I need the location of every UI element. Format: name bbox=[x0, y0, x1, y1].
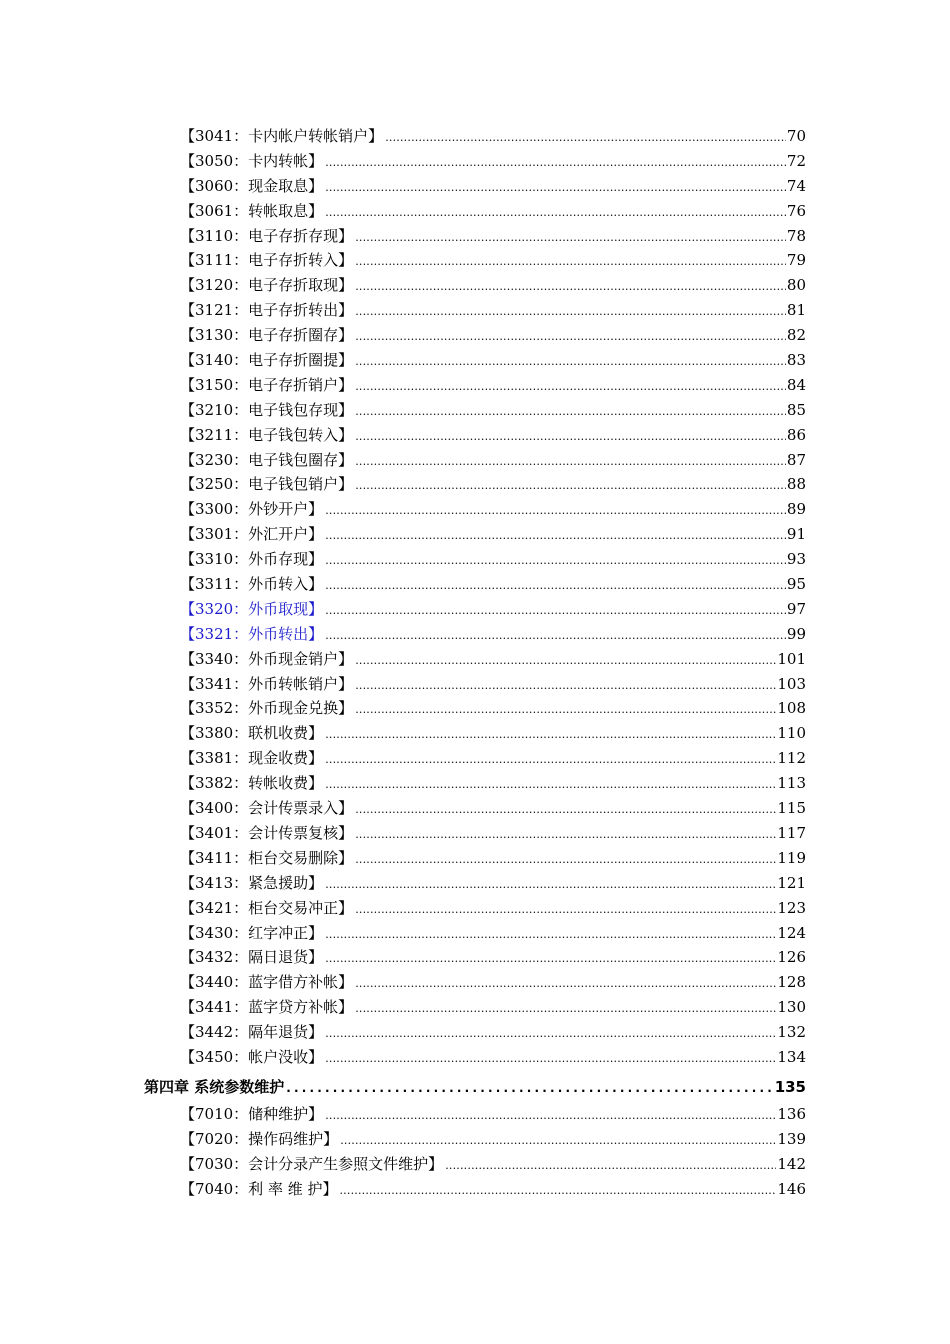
toc-page-number: 80 bbox=[786, 276, 806, 295]
toc-entry-title: 【3441：蓝字贷方补帐】 bbox=[180, 998, 354, 1017]
toc-chapter-heading[interactable] bbox=[144, 1072, 806, 1102]
toc-page-number: 83 bbox=[786, 351, 806, 370]
toc-entry[interactable] bbox=[180, 224, 806, 249]
toc-entry-title: 【3050：卡内转帐】 bbox=[180, 151, 324, 170]
toc-entry[interactable] bbox=[180, 796, 806, 821]
dot-leader bbox=[325, 748, 776, 773]
toc-entry-title: 【3321：外币转出】 bbox=[180, 624, 324, 643]
dot-leader bbox=[325, 1022, 776, 1047]
toc-entry[interactable] bbox=[180, 970, 806, 995]
toc-page-number: 146 bbox=[777, 1179, 806, 1198]
toc-page-number: 132 bbox=[777, 1023, 806, 1042]
toc-page-number: 78 bbox=[786, 226, 806, 245]
toc-page-number: 110 bbox=[777, 724, 806, 743]
toc-entry-title: 【3311：外币转入】 bbox=[180, 575, 324, 594]
toc-page-number: 124 bbox=[777, 923, 806, 942]
dot-leader bbox=[355, 823, 776, 848]
toc-page-number: 88 bbox=[786, 475, 806, 494]
dot-leader bbox=[340, 1129, 776, 1154]
toc-entry-title: 【3400：会计传票录入】 bbox=[180, 799, 354, 818]
toc-page-number: 97 bbox=[786, 599, 806, 618]
dot-leader bbox=[355, 450, 786, 475]
toc-page-number: 89 bbox=[786, 500, 806, 519]
toc-entry[interactable] bbox=[180, 896, 806, 921]
dot-leader bbox=[286, 1073, 772, 1103]
toc-entry-title: 【7040：利 率 维 护】 bbox=[180, 1179, 338, 1198]
toc-entry-title: 【3121：电子存折转出】 bbox=[180, 301, 354, 320]
toc-page-number: 74 bbox=[786, 176, 806, 195]
dot-leader bbox=[355, 375, 786, 400]
toc-entry-title: 【3432：隔日退货】 bbox=[180, 948, 324, 967]
toc-entry[interactable] bbox=[180, 945, 806, 970]
toc-entry-title: 【3230：电子钱包圈存】 bbox=[180, 450, 354, 469]
toc-entry[interactable] bbox=[180, 921, 806, 946]
toc-page-number: 86 bbox=[786, 425, 806, 444]
toc-entry[interactable] bbox=[180, 746, 806, 771]
toc-entry[interactable] bbox=[180, 1177, 806, 1202]
toc-entry[interactable] bbox=[180, 647, 806, 672]
toc-entry[interactable] bbox=[180, 472, 806, 497]
toc-page-number: 70 bbox=[786, 127, 806, 145]
toc-entry-title: 【3401：会计传票复核】 bbox=[180, 823, 354, 842]
dot-leader bbox=[325, 1104, 776, 1129]
toc-entry-title: 【3300：外钞开户】 bbox=[180, 500, 324, 519]
toc-entry-title: 【3381：现金收费】 bbox=[180, 749, 324, 768]
toc-entry[interactable] bbox=[180, 298, 806, 323]
toc-page-number: 101 bbox=[777, 649, 806, 668]
toc-entry[interactable] bbox=[180, 1127, 806, 1152]
toc-entry-title: 【3211：电子钱包转入】 bbox=[180, 425, 354, 444]
toc-page-number: 136 bbox=[777, 1104, 806, 1123]
toc-page-number: 108 bbox=[777, 699, 806, 718]
toc-entry[interactable] bbox=[180, 995, 806, 1020]
toc-section-list bbox=[0, 124, 950, 1070]
toc-entry[interactable] bbox=[180, 1152, 806, 1177]
toc-page-number: 79 bbox=[786, 251, 806, 270]
dot-leader bbox=[355, 250, 786, 275]
dot-leader bbox=[325, 873, 776, 898]
dot-leader bbox=[385, 126, 786, 151]
toc-page-number: 91 bbox=[786, 525, 806, 544]
toc-entry[interactable] bbox=[180, 572, 806, 597]
dot-leader bbox=[325, 599, 786, 624]
chapter-page-number: 135 bbox=[774, 1077, 806, 1096]
dot-leader bbox=[355, 474, 786, 499]
dot-leader bbox=[325, 723, 776, 748]
toc-entry[interactable] bbox=[180, 622, 806, 647]
toc-page-number: 117 bbox=[777, 823, 806, 842]
toc-entry[interactable] bbox=[180, 149, 806, 174]
toc-entry-title: 【3340：外币现金销户】 bbox=[180, 649, 354, 668]
dot-leader bbox=[325, 201, 786, 226]
toc-entry[interactable] bbox=[180, 672, 806, 697]
toc-entry[interactable] bbox=[180, 846, 806, 871]
toc-entry-title: 【3150：电子存折销户】 bbox=[180, 375, 354, 394]
toc-entry[interactable] bbox=[180, 597, 806, 622]
toc-entry-title: 【3382：转帐收费】 bbox=[180, 774, 324, 793]
toc-page-number: 130 bbox=[777, 998, 806, 1017]
toc-entry-title: 【3111：电子存折转入】 bbox=[180, 251, 354, 270]
toc-page-number: 121 bbox=[777, 873, 806, 892]
toc-page-number: 87 bbox=[786, 450, 806, 469]
toc-entry-title: 【3421：柜台交易冲正】 bbox=[180, 898, 354, 917]
toc-entry-title: 【3041：卡内帐户转帐销户】 bbox=[180, 127, 384, 145]
toc-entry-title: 【3210：电子钱包存现】 bbox=[180, 400, 354, 419]
toc-entry-title: 【3450：帐户没收】 bbox=[180, 1047, 324, 1066]
toc-page-number: 142 bbox=[777, 1154, 806, 1173]
toc-page-number: 113 bbox=[777, 774, 806, 793]
dot-leader bbox=[355, 798, 776, 823]
toc-entry[interactable] bbox=[180, 547, 806, 572]
dot-leader bbox=[355, 325, 786, 350]
dot-leader bbox=[325, 624, 786, 649]
toc-entry-title: 【3352：外币现金兑换】 bbox=[180, 699, 354, 718]
toc-page-number: 93 bbox=[786, 550, 806, 569]
toc-entry-title: 【3411：柜台交易删除】 bbox=[180, 848, 354, 867]
toc-entry-title: 【3320：外币取现】 bbox=[180, 599, 324, 618]
dot-leader bbox=[355, 674, 776, 699]
toc-entry-title: 【3140：电子存折圈提】 bbox=[180, 351, 354, 370]
dot-leader bbox=[325, 1047, 776, 1072]
toc-entry-title: 【3442：隔年退货】 bbox=[180, 1023, 324, 1042]
toc-entry-title: 【3301：外汇开户】 bbox=[180, 525, 324, 544]
dot-leader bbox=[339, 1179, 776, 1204]
toc-entry[interactable] bbox=[180, 448, 806, 473]
toc-page-number: 139 bbox=[777, 1129, 806, 1148]
toc-page-number: 128 bbox=[777, 973, 806, 992]
toc-page-number: 123 bbox=[777, 898, 806, 917]
toc-page-number: 115 bbox=[777, 799, 806, 818]
toc-entry[interactable] bbox=[180, 248, 806, 273]
dot-leader bbox=[325, 574, 786, 599]
toc-entry-title: 【3440：蓝字借方补帐】 bbox=[180, 973, 354, 992]
dot-leader bbox=[355, 275, 786, 300]
dot-leader bbox=[325, 923, 776, 948]
toc-entry-title: 【3120：电子存折取现】 bbox=[180, 276, 354, 295]
toc-entry[interactable] bbox=[180, 124, 806, 149]
toc-entry[interactable] bbox=[180, 696, 806, 721]
dot-leader bbox=[445, 1154, 776, 1179]
toc-entry[interactable] bbox=[180, 1045, 806, 1070]
toc-page-number: 134 bbox=[777, 1047, 806, 1066]
dot-leader bbox=[325, 773, 776, 798]
toc-page-number: 95 bbox=[786, 575, 806, 594]
toc-entry-title: 【3060：现金取息】 bbox=[180, 176, 324, 195]
toc-entry[interactable] bbox=[180, 423, 806, 448]
toc-entry[interactable] bbox=[180, 497, 806, 522]
dot-leader bbox=[355, 698, 776, 723]
dot-leader bbox=[355, 997, 776, 1022]
dot-leader bbox=[355, 350, 786, 375]
toc-entry[interactable] bbox=[180, 871, 806, 896]
toc-entry[interactable] bbox=[180, 273, 806, 298]
dot-leader bbox=[325, 151, 786, 176]
toc-page-number: 82 bbox=[786, 326, 806, 345]
toc-entry[interactable] bbox=[180, 398, 806, 423]
toc-page-number: 84 bbox=[786, 375, 806, 394]
toc-page-number: 126 bbox=[777, 948, 806, 967]
toc-entry-title: 【3310：外币存现】 bbox=[180, 550, 324, 569]
toc-entry-title: 【3380：联机收费】 bbox=[180, 724, 324, 743]
toc-entry[interactable] bbox=[180, 174, 806, 199]
toc-entry[interactable] bbox=[180, 323, 806, 348]
dot-leader bbox=[355, 300, 786, 325]
toc-entry-title: 【7010：储种维护】 bbox=[180, 1104, 324, 1123]
toc-entry[interactable] bbox=[180, 1102, 806, 1127]
toc-entry[interactable] bbox=[180, 348, 806, 373]
chapter-title: 第四章 系统参数维护 bbox=[144, 1077, 285, 1096]
toc-page-number: 76 bbox=[786, 201, 806, 220]
toc-entry-title: 【7020：操作码维护】 bbox=[180, 1129, 339, 1148]
dot-leader bbox=[355, 848, 776, 873]
dot-leader bbox=[355, 425, 786, 450]
toc-entry[interactable] bbox=[180, 522, 806, 547]
toc-entry-title: 【3061：转帐取息】 bbox=[180, 201, 324, 220]
dot-leader bbox=[325, 524, 786, 549]
dot-leader bbox=[355, 400, 786, 425]
toc-page-number: 72 bbox=[786, 151, 806, 170]
dot-leader bbox=[325, 176, 786, 201]
toc-section-list bbox=[0, 1102, 950, 1202]
toc-entry[interactable] bbox=[180, 821, 806, 846]
dot-leader bbox=[355, 649, 776, 674]
toc-entry-title: 【3413：紧急援助】 bbox=[180, 873, 324, 892]
toc-entry-title: 【7030：会计分录产生参照文件维护】 bbox=[180, 1154, 444, 1173]
dot-leader bbox=[355, 972, 776, 997]
toc-entry[interactable] bbox=[180, 1020, 806, 1045]
toc-entry[interactable] bbox=[180, 721, 806, 746]
dot-leader bbox=[325, 499, 786, 524]
toc-entry[interactable] bbox=[180, 199, 806, 224]
toc-entry-title: 【3430：红字冲正】 bbox=[180, 923, 324, 942]
toc-entry-title: 【3250：电子钱包销户】 bbox=[180, 475, 354, 494]
toc-entry-title: 【3341：外币转帐销户】 bbox=[180, 674, 354, 693]
toc-page-number: 81 bbox=[786, 301, 806, 320]
dot-leader bbox=[325, 549, 786, 574]
dot-leader bbox=[325, 947, 776, 972]
toc-page-number: 119 bbox=[777, 848, 806, 867]
toc-entry-title: 【3110：电子存折存现】 bbox=[180, 226, 354, 245]
toc-entry-title: 【3130：电子存折圈存】 bbox=[180, 326, 354, 345]
table-of-contents bbox=[0, 124, 950, 1201]
toc-entry[interactable] bbox=[180, 771, 806, 796]
dot-leader bbox=[355, 226, 786, 251]
toc-page-number: 85 bbox=[786, 400, 806, 419]
toc-entry[interactable] bbox=[180, 373, 806, 398]
toc-page-number: 103 bbox=[777, 674, 806, 693]
toc-page-number: 112 bbox=[777, 749, 806, 768]
dot-leader bbox=[355, 898, 776, 923]
toc-page-number: 99 bbox=[786, 624, 806, 643]
